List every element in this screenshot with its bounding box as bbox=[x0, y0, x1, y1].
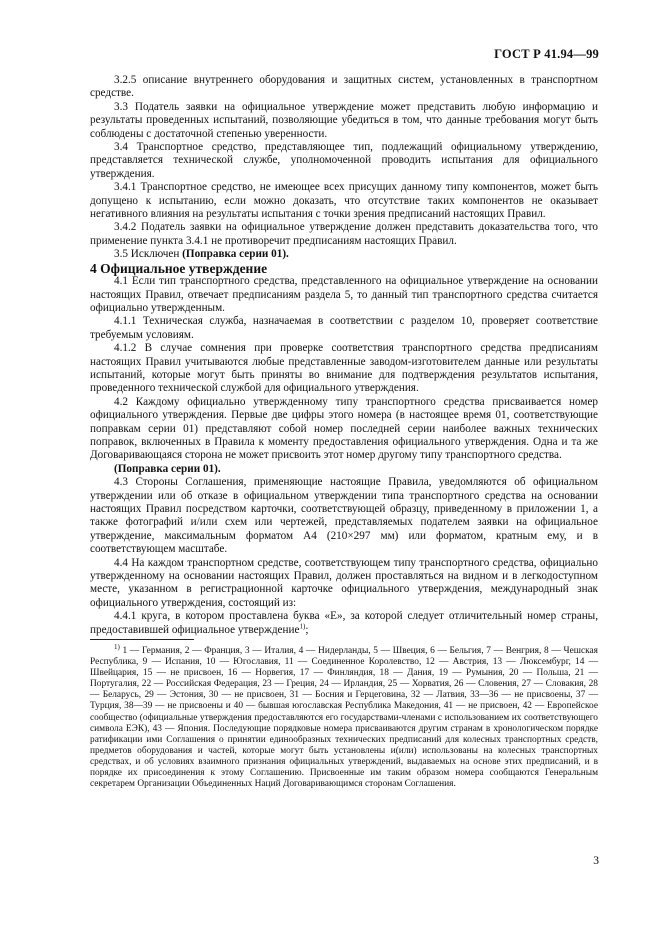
footnote-mark: 1) bbox=[114, 642, 120, 651]
footnote bbox=[90, 642, 598, 790]
paragraph-4-2: 4.2 Каждому официально утвержденному типу транспортного средства присваивается номер официального утверждения. Первые две цифры этого номера (в настоящее время 01, соответствующие поправкам серии 01) представляют собой номер последней серии наиболее важных технических поправок, включенных в Правила к моменту предоставления официального утверждения. Одна и та же Договаривающаяся сторона не может присвоить этот номер другому типу транспортного средства. bbox=[90, 395, 598, 462]
document-body bbox=[90, 74, 598, 637]
paragraph-4-1-1: 4.1.1 Техническая служба, назначаемая в соответствии с разделом 10, проверяет соответствие требуемым условиям. bbox=[90, 315, 598, 341]
paragraph-3-4-1: 3.4.1 Транспортное средство, не имеющее всех присущих данному типу компонентов, может быть допущено к испытанию, если можно доказать, что отсутствие таких компонентов не оказывает негативного влияния на результаты испытания с точки зрения предписаний настоящих Правил. bbox=[90, 181, 598, 221]
paragraph-3-4: 3.4 Транспортное средство, представляющее тип, подлежащий официальному утверждению, представляется технической службе, уполномоченной проводить испытания для официального утверждения. bbox=[90, 141, 598, 180]
paragraph-3-5 bbox=[90, 248, 598, 261]
paragraph-4-4: 4.4 На каждом транспортном средстве, соответствующем типу транспортного средства, официально утвержденному на основании настоящих Правил, должен проставляться на видном и в легкодоступном месте, указанном в регистрационной карточке официального утверждения, международный знак официального утверждения, состоящий из: bbox=[90, 556, 598, 609]
paragraph-3-5-amendment: (Поправка серии 01). bbox=[182, 248, 289, 261]
standard-header: ГОСТ Р 41.94—99 bbox=[494, 47, 599, 61]
footnote-reference: 1) bbox=[299, 621, 306, 630]
section-4-heading: 4 Официальное утверждение bbox=[90, 260, 268, 276]
paragraph-4-4-1-end: ; bbox=[305, 623, 309, 636]
paragraph-3-4-2: 3.4.2 Податель заявки на официальное утверждение должен представить доказательства того, что применение пункта 3.4.1 не противоречит предписаниям настоящих Правил. bbox=[90, 221, 598, 247]
paragraph-4-1: 4.1 Если тип транспортного средства, представленного на официальное утверждение на основании настоящих Правил, отвечает предписаниям раздела 5, то данный тип транспортного средства считается официально утвержденным. bbox=[90, 275, 598, 314]
footnote-paragraph bbox=[90, 642, 598, 790]
paragraph-4-3: 4.3 Стороны Соглашения, применяющие настоящие Правила, уведомляются об официальном утверждении или об отказе в официальном утверждении типа транспортного средства на основании настоящих Правил посредством карточки, соответствующей образцу, приведенному в приложении 1, а также фотографий и/или схем или чертежей, представляемых подателем заявки на официальное утверждение, максимальным форматом А4 (210×297 мм) или форматом, кратным ему, и в соответствующем масштабе. bbox=[90, 476, 598, 556]
page-number: 3 bbox=[593, 855, 599, 867]
paragraph-4-2-amendment: (Поправка серии 01). bbox=[114, 462, 221, 475]
paragraph-4-4-1 bbox=[90, 610, 598, 637]
footnote-divider bbox=[90, 639, 194, 640]
paragraph-3-5-text: 3.5 Исключен bbox=[114, 248, 183, 261]
paragraph-3-2-5: 3.2.5 описание внутреннего оборудования и защитных систем, установленных в транспортном средстве. bbox=[90, 74, 598, 100]
footnote-text: 1 — Германия, 2 — Франция, 3 — Италия, 4 — Нидерланды, 5 — Швеция, 6 — Бельгия, 7 — Венгрия, 8 — Чешская Республика, 9 — Испания, 10 — Югославия, 11 — Соединенное Королевство, 12 — Австрия, 13 — Люксембург, 14 — Швейцария, 15 — не присвоен, 16 — Норвегия, 17 — Финляндия, 18 — Дания, 19 — Румыния, 20 — Польша, 21 — Португалия, 22 — Российская Федерация, 23 — Греция, 24 — Ирландия, 25 — Хорватия, 26 — Словения, 27 — Словакия, 28 — Беларусь, 29 — Эстония, 30 — не присвоен, 31 — Босния и Герцеговина, 32 — Латвия, 33—36 — не присвоены, 37 — Турция, 38—39 — не присвоены и 40 — бывшая югославская Республика Македония, 41 — не присвоен, 42 — Европейское сообщество (официальные утверждения предоставляются его государствами-членами с использованием их соответствующего символа ЕЭК), 43 — Япония. Последующие порядковые номера присваиваются другим странам в хронологическом порядке ратификации ими Соглашения о принятии единообразных технических предписаний для колесных транспортных средств, предметов оборудования и частей, которые могут быть установлены и(или) использованы на колесных транспортных средствах, и об условиях взаимного признания официальных утверждений, выдаваемых на основе этих предписаний, и в порядке их присоединения к этому Соглашению. Присвоенные им таким образом номера сообщаются Генеральным секретарем Организации Объединенных Наций Договаривающимся сторонам Соглашения. bbox=[90, 646, 598, 790]
paragraph-4-1-2: 4.1.2 В случае сомнения при проверке соответствия транспортного средства предписаниям настоящих Правил учитываются любые представленные заводом-изготовителем данные или результаты испытаний, которые могут быть приняты во внимание для подтверждения результатов испытания, проведенного технической службой для официального утверждения. bbox=[90, 342, 598, 395]
paragraph-3-3: 3.3 Податель заявки на официальное утверждение может представить любую информацию и результаты проведенных испытаний, позволяющие убедиться в том, что данные требования могут быть соблюдены с достаточной степенью уверенности. bbox=[90, 100, 598, 140]
paragraph-4-4-1-text: 4.4.1 круга, в котором проставлена буква «Е», за которой следует отличительный номер страны, предоставившей официальное утверждение bbox=[90, 610, 598, 636]
